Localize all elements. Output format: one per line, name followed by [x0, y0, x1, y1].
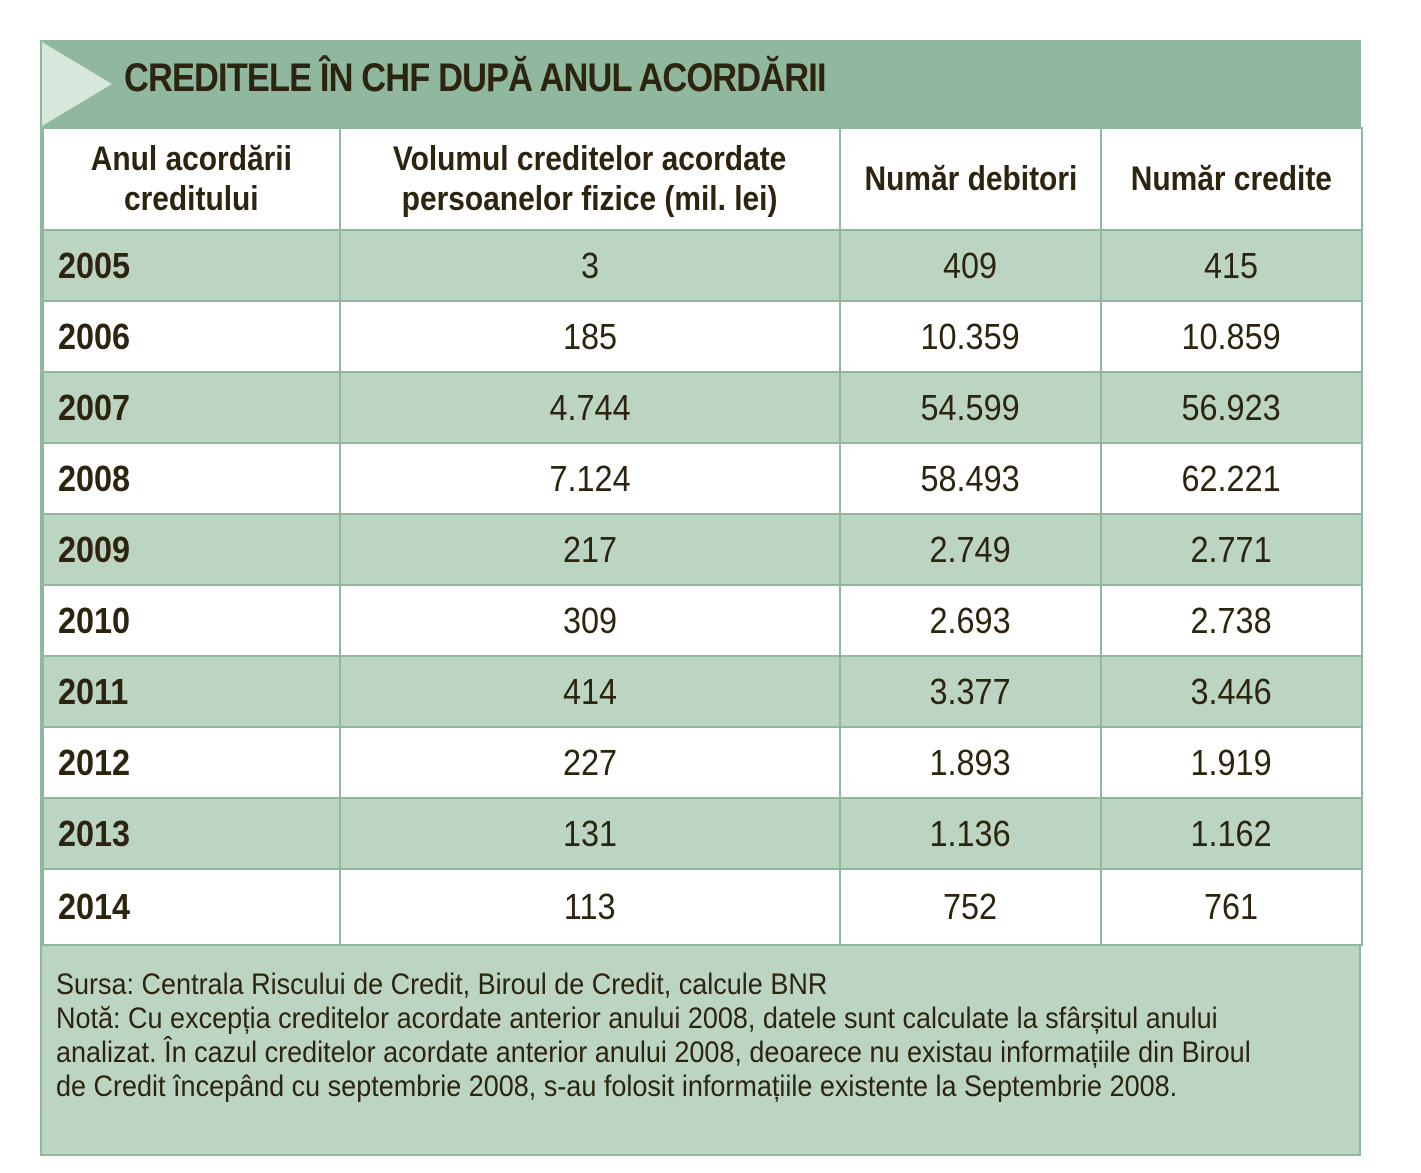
year-cell: 2008 [43, 443, 340, 514]
credits-cell: 2.771 [1101, 514, 1362, 585]
credits-cell: 2.738 [1101, 585, 1362, 656]
debtors-cell: 1.893 [840, 727, 1101, 798]
year-cell: 2006 [43, 301, 340, 372]
table-row [43, 301, 1362, 372]
debtors-cell: 58.493 [840, 443, 1101, 514]
header-volume-line2: persoanelor fizice (mil. lei) [402, 180, 778, 218]
credits-cell: 1.162 [1101, 798, 1362, 869]
debtors-cell: 3.377 [840, 656, 1101, 727]
debtors-cell: 752 [840, 869, 1101, 945]
year-cell: 2009 [43, 514, 340, 585]
note-line: analizat. În cazul creditelor acordate anterior anului 2008, deoarece nu existau informațiile din Biroul [56, 1036, 1251, 1069]
debtors-cell: 1.136 [840, 798, 1101, 869]
debtors-cell: 409 [840, 230, 1101, 301]
debtors-cell: 54.599 [840, 372, 1101, 443]
credits-cell: 761 [1101, 869, 1362, 945]
header-credits-label: Număr credite [1130, 160, 1333, 198]
source-notes [56, 968, 1356, 1104]
volume-cell: 7.124 [340, 443, 840, 514]
credits-cell: 415 [1101, 230, 1362, 301]
header-volume [340, 128, 840, 230]
volume-cell: 113 [340, 869, 840, 945]
volume-cell: 3 [340, 230, 840, 301]
volume-cell: 309 [340, 585, 840, 656]
credits-cell: 3.446 [1101, 656, 1362, 727]
table-row [43, 230, 1362, 301]
table-title: CREDITELE ÎN CHF DUPĂ ANUL ACORDĂRII [124, 56, 826, 100]
table-row [43, 585, 1362, 656]
note-line: Notă: Cu excepția creditelor acordate anterior anului 2008, datele sunt calculate la sfârșitul anului [56, 1002, 1218, 1035]
debtors-cell: 10.359 [840, 301, 1101, 372]
table-row [43, 727, 1362, 798]
year-cell: 2012 [43, 727, 340, 798]
header-debtors-label: Număr debitori [864, 160, 1077, 198]
credits-cell: 62.221 [1101, 443, 1362, 514]
chf-credits-table-card [40, 40, 1361, 1156]
year-cell: 2014 [43, 869, 340, 945]
header-credits [1101, 128, 1362, 230]
credits-table [42, 127, 1363, 946]
note-line: de Credit începând cu septembrie 2008, s-au folosit informațiile existente la Septembrie 2008. [56, 1070, 1178, 1103]
title-bar [42, 42, 1359, 127]
volume-cell: 217 [340, 514, 840, 585]
volume-cell: 131 [340, 798, 840, 869]
arrow-icon [42, 42, 112, 126]
volume-cell: 4.744 [340, 372, 840, 443]
table-row [43, 443, 1362, 514]
debtors-cell: 2.749 [840, 514, 1101, 585]
year-cell: 2005 [43, 230, 340, 301]
header-year-line1: Anul acordării [90, 140, 293, 178]
volume-cell: 414 [340, 656, 840, 727]
table-row [43, 869, 1362, 945]
volume-cell: 227 [340, 727, 840, 798]
year-cell: 2007 [43, 372, 340, 443]
year-cell: 2013 [43, 798, 340, 869]
year-cell: 2011 [43, 656, 340, 727]
source-line: Sursa: Centrala Riscului de Credit, Biroul de Credit, calcule BNR [56, 968, 828, 1001]
volume-cell: 185 [340, 301, 840, 372]
credits-cell: 1.919 [1101, 727, 1362, 798]
table-row [43, 372, 1362, 443]
debtors-cell: 2.693 [840, 585, 1101, 656]
credits-cell: 56.923 [1101, 372, 1362, 443]
table-row [43, 514, 1362, 585]
header-row [43, 128, 1362, 230]
table-row [43, 798, 1362, 869]
header-year-line2: creditului [124, 180, 259, 218]
credits-cell: 10.859 [1101, 301, 1362, 372]
header-debtors [840, 128, 1101, 230]
header-volume-line1: Volumul creditelor acordate [393, 140, 787, 178]
header-year [43, 128, 340, 230]
table-row [43, 656, 1362, 727]
year-cell: 2010 [43, 585, 340, 656]
